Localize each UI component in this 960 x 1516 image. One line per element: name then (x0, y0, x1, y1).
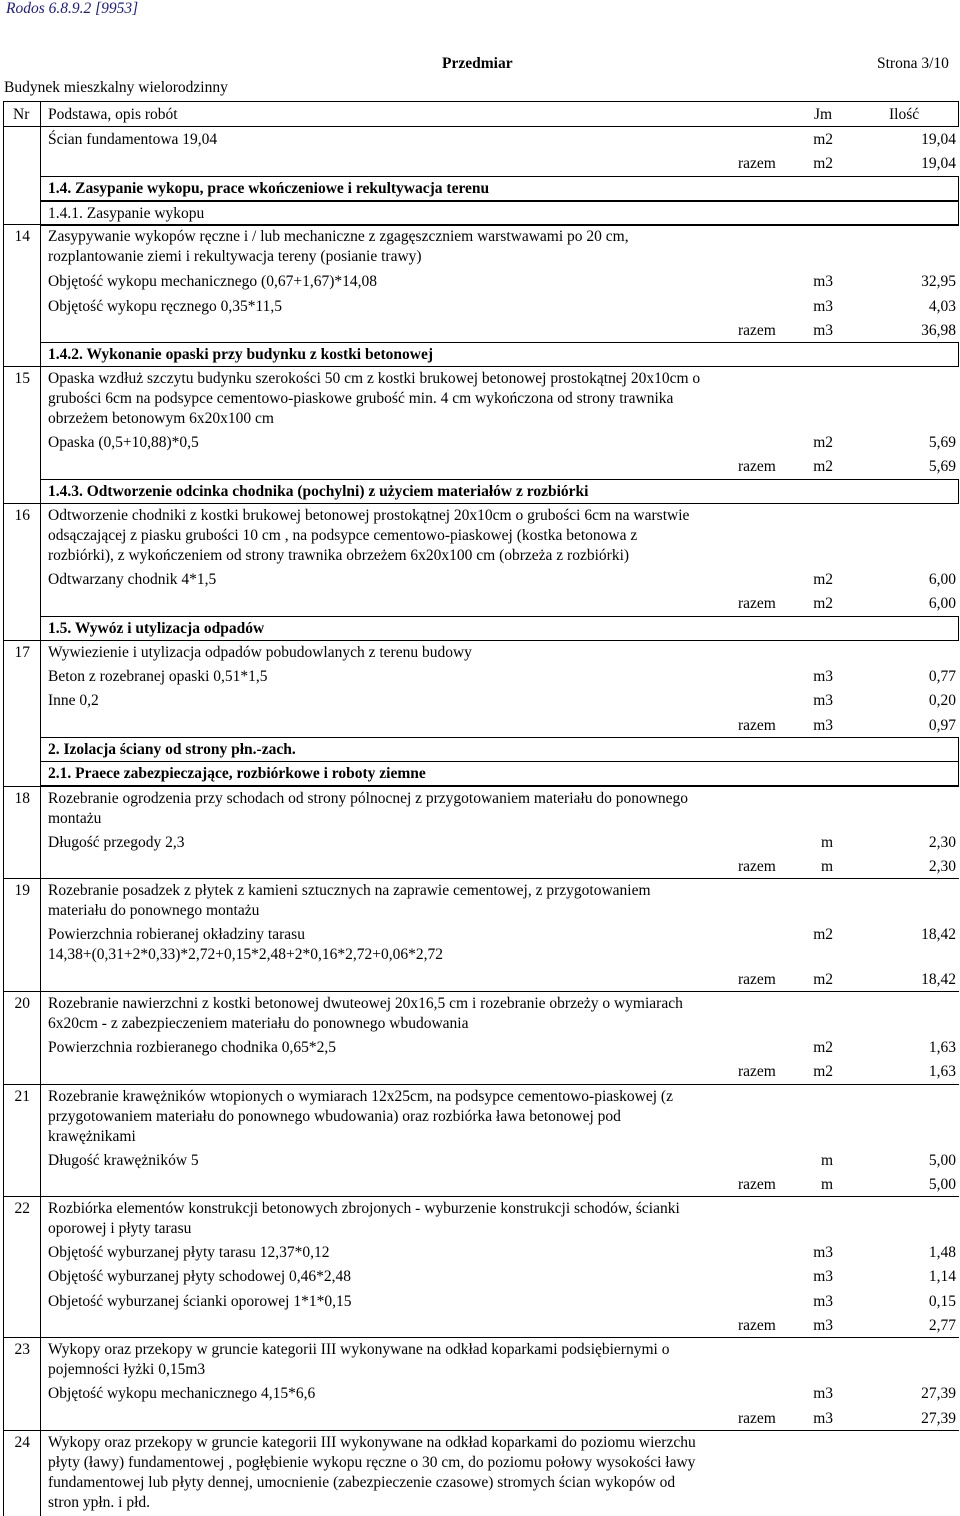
calc-description: Opaska (0,5+10,88)*0,5 (48, 434, 199, 451)
sum-unit: m3 (813, 717, 833, 734)
project-name: Budynek mieszkalny wielorodzinny (4, 79, 228, 96)
item-number: 14 (14, 228, 30, 245)
calc-unit: m3 (813, 273, 833, 290)
calc-unit: m3 (813, 692, 833, 709)
item-number: 19 (14, 882, 30, 899)
item-description: Rozebranie nawierzchni z kostki betonowej dwuteowej 20x16,5 cm i rozebranie obrzeży o wymiarach (48, 995, 683, 1012)
sum-label: razem (738, 595, 776, 612)
calc-quantity: 0,20 (928, 692, 956, 709)
sum-label: razem (738, 1317, 776, 1334)
calc-description: Ścian fundamentowa 19,04 (48, 131, 218, 148)
calc-quantity: 1,14 (928, 1268, 956, 1285)
calc-quantity: 5,69 (928, 434, 956, 451)
sum-unit: m2 (813, 971, 833, 988)
sum-unit: m3 (813, 1410, 833, 1427)
calc-unit: m3 (813, 1385, 833, 1402)
sum-unit: m2 (813, 458, 833, 475)
sum-unit: m2 (813, 155, 833, 172)
calc-unit: m (820, 1152, 833, 1169)
calc-quantity: 27,39 (921, 1385, 956, 1402)
calc-quantity: 19,04 (921, 131, 956, 148)
item-number: 18 (14, 790, 30, 807)
item-number: 23 (14, 1341, 30, 1358)
item-number: 16 (14, 507, 30, 524)
section-heading: 1.4. Zasypanie wykopu, prace wkończeniowe i rekultywacja terenu (48, 180, 490, 197)
sum-unit: m3 (813, 322, 833, 339)
item-description: materiału do ponownego montażu (48, 902, 260, 919)
calc-unit: m3 (813, 1293, 833, 1310)
item-number: 15 (14, 370, 30, 387)
column-unit: Jm (814, 106, 833, 123)
calc-unit: m2 (813, 434, 833, 451)
calc-unit: m3 (813, 668, 833, 685)
item-number: 17 (14, 644, 30, 661)
sum-quantity: 36,98 (921, 322, 956, 339)
item-description: grubości 6cm na podsypce cementowo-piaskowe grubość min. 4 cm wykończona od strony trawnika (48, 390, 674, 407)
item-description: odsączającej z piasku grubości 10 cm , na podsypce cementowo-piaskowej (kostka betonowa z (48, 527, 638, 544)
calc-unit: m2 (813, 926, 833, 943)
calc-formula: 14,38+(0,31+2*0,33)*2,72+0,15*2,48+2*0,16*2,72+0,06*2,72 (48, 946, 444, 963)
sum-quantity: 27,39 (921, 1410, 956, 1427)
item-description: płyty (ławy) fundamentowej , pogłębienie wykopu ręczne o 30 cm, do poziomu połowy wysokości ławy (48, 1454, 696, 1471)
item-description: Wykopy oraz przekopy w gruncie kategorii III wykonywane na odkład koparkami podsiębiernymi o (48, 1341, 670, 1358)
item-description: stron ypłn. i płd. (48, 1494, 151, 1511)
sum-label: razem (738, 155, 776, 172)
calc-unit: m3 (813, 1268, 833, 1285)
page-number: Strona 3/10 (877, 55, 949, 72)
item-description: Rozebranie ogrodzenia przy schodach od strony pólnocnej z przygotowaniem materiału do ponownego (48, 790, 689, 807)
sum-quantity: 2,30 (928, 858, 956, 875)
item-number: 24 (14, 1434, 30, 1451)
item-description: Wywiezienie i utylizacja odpadów pobudowlanych z terenu budowy (48, 644, 472, 661)
sum-quantity: 1,63 (928, 1063, 956, 1080)
sum-label: razem (738, 971, 776, 988)
item-description: fundamentowej lub płyty dennej, umocnienie (zabezpieczenie czasowe) stromych ścian wykopów od (48, 1474, 676, 1491)
calc-description: Objętość wykopu mechanicznego 4,15*6,6 (48, 1385, 316, 1402)
item-description: pojemności łyżki 0,15m3 (48, 1361, 206, 1378)
calc-description: Inne 0,2 (48, 692, 99, 709)
sum-label: razem (738, 458, 776, 475)
column-quantity: Ilość (889, 106, 920, 123)
calc-unit: m2 (813, 571, 833, 588)
section-heading: 2. Izolacja ściany od strony płn.-zach. (48, 741, 296, 758)
sum-quantity: 6,00 (928, 595, 956, 612)
item-description: 6x20cm - z zabezpieczeniem materiału do ponownego wbudowania (48, 1015, 469, 1032)
item-number: 21 (14, 1088, 30, 1105)
calc-quantity: 4,03 (928, 298, 956, 315)
sum-quantity: 19,04 (921, 155, 956, 172)
item-description: Wykopy oraz przekopy w gruncie kategorii III wykonywane na odkład koparkami do poziomu wierzchu (48, 1434, 696, 1451)
calc-unit: m3 (813, 1244, 833, 1261)
sum-label: razem (738, 717, 776, 734)
column-nr: Nr (13, 106, 30, 123)
sum-unit: m3 (813, 1317, 833, 1334)
calc-quantity: 5,00 (928, 1152, 956, 1169)
item-description: Rozebranie posadzek z płytek z kamieni sztucznych na zaprawie cementowej, z przygotowaniem (48, 882, 651, 899)
sum-quantity: 5,69 (928, 458, 956, 475)
calc-quantity: 18,42 (921, 926, 956, 943)
section-heading: 1.4.2. Wykonanie opaski przy budynku z kostki betonowej (48, 346, 434, 363)
sum-unit: m (820, 1176, 833, 1193)
calc-description: Powierzchnia rozbieranego chodnika 0,65*2,5 (48, 1039, 336, 1056)
sum-label: razem (738, 1176, 776, 1193)
item-description: rozplantowanie ziemi i rekultywacja tereny (posianie trawy) (48, 248, 422, 265)
calc-quantity: 1,63 (928, 1039, 956, 1056)
item-description: Zasypywanie wykopów ręczne i / lub mechaniczne z zgagęszczniem warstwawami po 20 cm, (48, 228, 629, 245)
software-version: Rodos 6.8.9.2 [9953] (6, 0, 139, 17)
calc-description: Objętość wyburzanej płyty tarasu 12,37*0,12 (48, 1244, 330, 1261)
calc-description: Odtwarzany chodnik 4*1,5 (48, 571, 217, 588)
item-description: rozbiórki), z wykończeniem od strony trawnika obrzeżem 6x20x100 cm (obrzeża z rozbiórki) (48, 547, 630, 564)
calc-quantity: 2,30 (928, 834, 956, 851)
calc-quantity: 1,48 (928, 1244, 956, 1261)
sum-quantity: 18,42 (921, 971, 956, 988)
sum-label: razem (738, 1063, 776, 1080)
item-description: Odtworzenie chodniki z kostki brukowej betonowej prostokątnej 20x10cm o grubości 6cm na warstwie (48, 507, 690, 524)
calc-quantity: 0,77 (928, 668, 956, 685)
calc-unit: m (820, 834, 833, 851)
calc-description: Powierzchnia robieranej okładziny tarasu (48, 926, 305, 943)
calc-description: Beton z rozebranej opaski 0,51*1,5 (48, 668, 268, 685)
item-description: Opaska wzdłuż szczytu budynku szerokości 50 cm z kostki brukowej betonowej prostokątnej 20x10cm o (48, 370, 701, 387)
sum-quantity: 2,77 (928, 1317, 956, 1334)
sum-quantity: 5,00 (928, 1176, 956, 1193)
calc-unit: m2 (813, 1039, 833, 1056)
item-description: przygotowaniem materiału do ponownego wbudowania) oraz rozbiórka ława betonowej pod (48, 1108, 621, 1125)
item-description: obrzeżem betonowym 6x20x100 cm (48, 410, 274, 427)
sum-unit: m (820, 858, 833, 875)
calc-unit: m3 (813, 298, 833, 315)
calc-quantity: 32,95 (921, 273, 956, 290)
calc-description: Objetość wyburzanej ścianki oporowej 1*1*0,15 (48, 1293, 352, 1310)
calc-description: Długość krawężników 5 (48, 1152, 199, 1169)
item-number: 22 (14, 1200, 30, 1217)
sum-unit: m2 (813, 595, 833, 612)
item-description: Rozbiórka elementów konstrukcji betonowych zbrojonych - wyburzenie konstrukcji schodów, ścianki (48, 1200, 680, 1217)
item-description: montażu (48, 810, 102, 827)
item-description: krawężnikami (48, 1128, 136, 1145)
sum-label: razem (738, 322, 776, 339)
section-heading: 1.4.1. Zasypanie wykopu (48, 205, 205, 222)
item-description: oporowej i płyty tarasu (48, 1220, 192, 1237)
sum-quantity: 0,97 (928, 717, 956, 734)
document-title: Przedmiar (442, 55, 513, 72)
column-description: Podstawa, opis robót (48, 106, 178, 123)
sum-label: razem (738, 1410, 776, 1427)
section-heading: 1.5. Wywóz i utylizacja odpadów (48, 620, 265, 637)
item-description: Rozebranie krawężników wtopionych o wymiarach 12x25cm, na podsypce cementowo-piaskowej (z (48, 1088, 673, 1105)
calc-description: Objętość wyburzanej płyty schodowej 0,46*2,48 (48, 1268, 352, 1285)
calc-description: Długość przegody 2,3 (48, 834, 185, 851)
sum-unit: m2 (813, 1063, 833, 1080)
calc-quantity: 0,15 (928, 1293, 956, 1310)
section-heading: 2.1. Praece zabezpieczające, rozbiórkowe i roboty ziemne (48, 765, 426, 782)
calc-description: Objętość wykopu ręcznego 0,35*11,5 (48, 298, 283, 315)
calc-description: Objętość wykopu mechanicznego (0,67+1,67)*14,08 (48, 273, 377, 290)
calc-quantity: 6,00 (928, 571, 956, 588)
section-heading: 1.4.3. Odtworzenie odcinka chodnika (pochylni) z użyciem materiałów z rozbiórki (48, 483, 589, 500)
sum-label: razem (738, 858, 776, 875)
calc-unit: m2 (813, 131, 833, 148)
item-number: 20 (14, 995, 30, 1012)
